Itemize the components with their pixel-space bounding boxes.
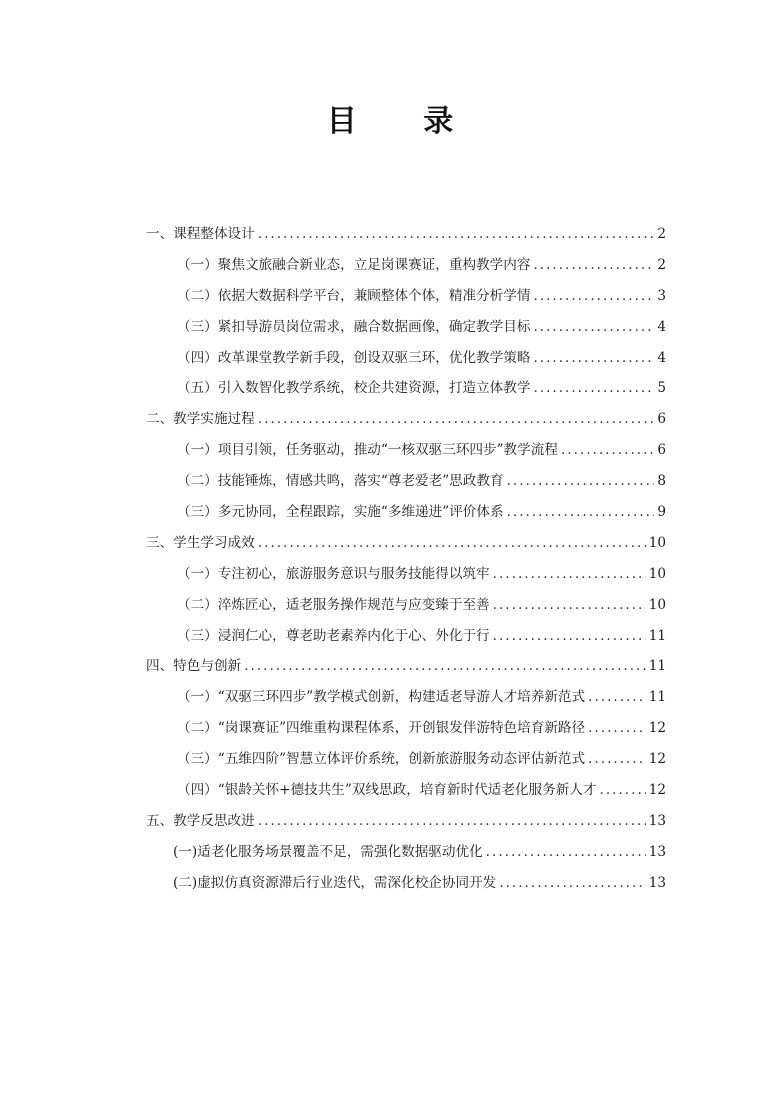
toc-entry[interactable] (146, 744, 666, 775)
toc-entry[interactable] (146, 559, 666, 590)
dot-leader (493, 559, 646, 590)
toc-page-number: 12 (648, 782, 666, 799)
dot-leader (258, 219, 655, 250)
dot-leader (533, 250, 654, 281)
toc-entry-label: 一、课程整体设计 (146, 226, 255, 242)
toc-entry-label: (一)适老化服务场景覆盖不足，需强化数据驱动优化 (173, 843, 483, 860)
toc-entry-label: （二）依据大数据科学平台，兼顾整体个体，精准分析学情 (177, 287, 531, 304)
dot-leader (499, 868, 645, 899)
toc-entry[interactable] (146, 806, 666, 837)
toc-page-number: 8 (657, 473, 666, 490)
toc-entry-label: （一）聚焦文旅融合新业态，立足岗课赛证，重构教学内容 (177, 256, 531, 273)
toc-entry-label: （一）专注初心，旅游服务意识与服务技能得以筑牢 (177, 565, 490, 582)
toc-page-number: 13 (648, 812, 666, 829)
toc-entry[interactable] (146, 775, 666, 806)
toc-entry-label: （五）引入数智化教学系统，校企共建资源，打造立体教学 (177, 380, 531, 397)
dot-leader (588, 744, 646, 775)
toc-entry[interactable] (146, 281, 666, 312)
toc-entry-label: (二)虚拟仿真资源滞后行业迭代，需深化校企协同开发 (173, 874, 497, 891)
dot-leader (258, 528, 646, 559)
toc-entry-label: （一）“双驱三环四步”教学模式创新，构建适老导游人才培养新范式 (177, 689, 586, 706)
toc-page-number: 3 (657, 287, 666, 304)
toc-page-number: 13 (648, 843, 666, 860)
toc-page-number: 4 (657, 349, 666, 366)
toc-entry-label: （三）浸润仁心，尊老助老素养内化于心、外化于行 (177, 627, 490, 644)
toc-entry[interactable] (146, 435, 666, 466)
toc-entry-label: 三、学生学习成效 (146, 534, 255, 551)
toc-entry-label: 二、教学实施过程 (146, 411, 255, 428)
toc-entry[interactable] (146, 404, 666, 435)
toc-entry[interactable] (146, 713, 666, 744)
dot-leader (493, 621, 646, 652)
dot-leader (561, 435, 654, 466)
toc-entry[interactable] (146, 466, 666, 497)
toc-entry-label: （二）淬炼匠心，适老服务操作规范与应变臻于至善 (177, 596, 490, 613)
toc-page-number: 11 (648, 627, 666, 644)
toc-page-number: 13 (648, 874, 666, 891)
dot-leader (258, 404, 655, 435)
toc-page-number: 6 (657, 411, 666, 428)
toc-entry-label: （三）“五维四阶”智慧立体评价系统，创新旅游服务动态评估新范式 (177, 751, 586, 768)
dot-leader (507, 497, 655, 528)
dot-leader (600, 775, 646, 806)
dot-leader (588, 713, 646, 744)
toc-page-number: 12 (648, 751, 666, 768)
dot-leader (493, 590, 646, 621)
toc-entry[interactable] (146, 651, 666, 682)
toc-entry-label: （四）改革课堂教学新手段，创设双驱三环，优化教学策略 (177, 349, 531, 366)
toc-page-number: 9 (657, 504, 666, 521)
toc-page-number: 5 (657, 380, 666, 397)
dot-leader (486, 837, 646, 868)
dot-leader (533, 373, 654, 404)
dot-leader (533, 281, 654, 312)
toc-page-number: 2 (657, 226, 666, 242)
toc-entry-label: （二）“岗课赛证”四维重构课程体系，开创银发伴游特色培育新路径 (177, 720, 586, 737)
dot-leader (507, 466, 655, 497)
toc-entry[interactable] (146, 868, 666, 899)
dot-leader (533, 312, 654, 343)
toc-entry-label: （二）技能锤炼，情感共鸣，落实“尊老爱老”思政教育 (177, 473, 504, 490)
dot-leader (588, 682, 646, 713)
toc-entry[interactable] (146, 497, 666, 528)
page-title: 目 录 (326, 104, 482, 139)
toc-entry[interactable] (146, 682, 666, 713)
table-of-contents (146, 219, 666, 899)
toc-page-number: 6 (657, 442, 666, 459)
toc-page-number: 10 (648, 534, 666, 551)
toc-page-number: 10 (648, 596, 666, 613)
toc-page-number: 4 (657, 318, 666, 335)
toc-entry-label: 四、特色与创新 (146, 658, 242, 675)
dot-leader (244, 651, 646, 682)
toc-page-number: 12 (648, 720, 666, 737)
toc-entry[interactable] (146, 373, 666, 404)
toc-entry-label: （三）多元协同，全程跟踪，实施“多维递进”评价体系 (177, 504, 504, 521)
dot-leader (258, 806, 646, 837)
toc-entry[interactable] (146, 219, 666, 250)
toc-entry[interactable] (146, 621, 666, 652)
toc-entry[interactable] (146, 837, 666, 868)
toc-entry[interactable] (146, 528, 666, 559)
toc-page-number: 11 (648, 658, 666, 675)
toc-page-number: 10 (648, 565, 666, 582)
toc-entry[interactable] (146, 250, 666, 281)
toc-entry-label: （一）项目引领，任务驱动，推动“一核双驱三环四步”教学流程 (177, 442, 558, 459)
toc-entry[interactable] (146, 312, 666, 343)
toc-entry-label: （四）“银龄关怀+德技共生”双线思政，培育新时代适老化服务新人才 (177, 782, 597, 799)
toc-entry[interactable] (146, 590, 666, 621)
toc-entry[interactable] (146, 343, 666, 374)
toc-entry-label: （三）紧扣导游员岗位需求，融合数据画像，确定教学目标 (177, 318, 531, 335)
dot-leader (533, 343, 654, 374)
toc-page-number: 2 (657, 256, 666, 273)
toc-entry-label: 五、教学反思改进 (146, 812, 255, 829)
toc-page-number: 11 (648, 689, 666, 706)
